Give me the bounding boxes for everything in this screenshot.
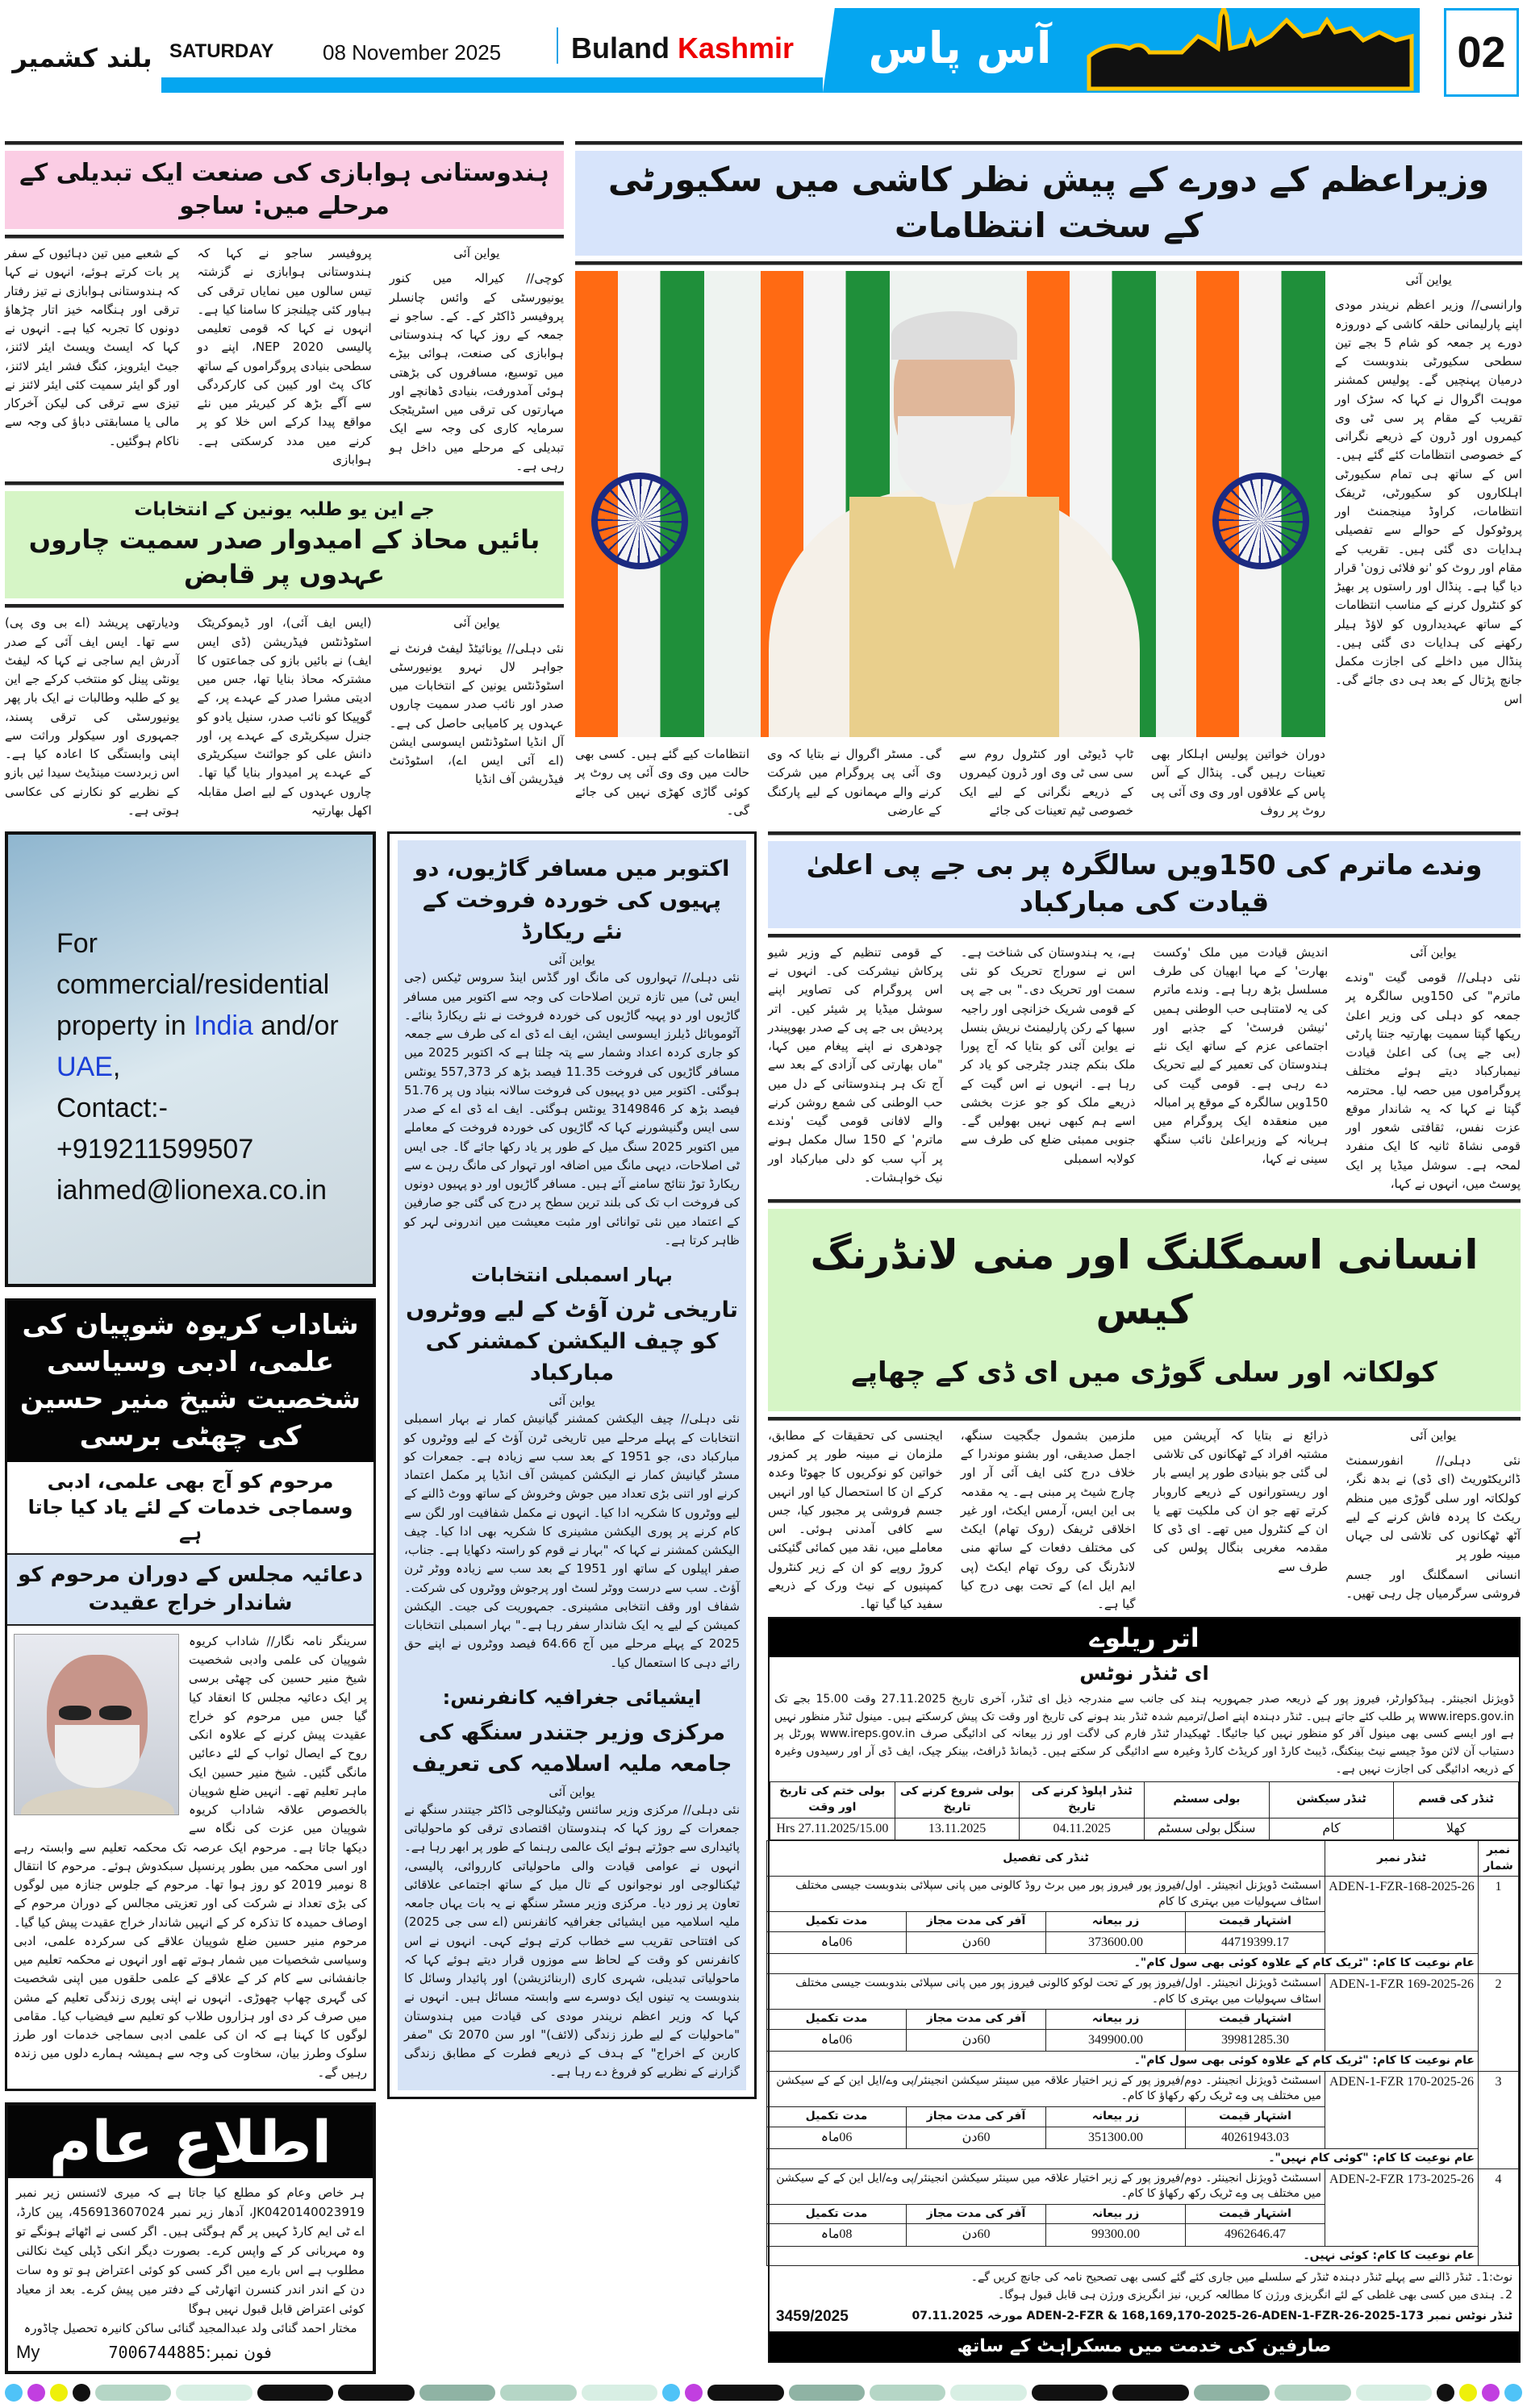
advertised-value: 44719399.17 — [1186, 1932, 1325, 1954]
summary-header: بولی شروع کرنے کی تاریخ — [895, 1782, 1020, 1818]
work-nature: عام نوعیت کا کام: "ٹریک کام کے علاوہ کوئی بھی سول کام"۔ — [766, 2052, 1478, 2072]
jnu-headline: بائیں محاذ کے امیدوار صدر سمیت چاروں عہدوں پر قابض — [28, 524, 540, 590]
value-header: زر بیعانہ — [1046, 1912, 1186, 1932]
shadab-body — [7, 1626, 373, 2089]
divider — [557, 27, 558, 64]
serial-number: 4 — [1479, 2168, 1519, 2266]
tender-number: 168-2025-26-ADEN-1-FZR — [1325, 1877, 1479, 1954]
notice-text: ہر خاص وعام کو مطلع کیا جاتا ہے کہ میری لائسنس زیر نمبر JK0420140023919، آدھار زیر نمبر 456913607024، پین کارڈ، اے ٹی ایم کارڈ کہیں پر گم ہوگئی ہیں۔ اگر کسی نے اٹھائے ہونگے تو وہ مہربانی کر کے واپس کرے۔ بصورت دیگر انکی ڈپلی کیٹ نکالنی مطلوب ہے اس بارے میں اگر کسی کو کوئی اعتراض ہو تو وہ سات دن کے اندر اندر کنسرن اتھارٹی کے دفتر میں پیش کرے۔ بعد از معیاد کوئی اعتراض قابل قبول نہیں ہوگا — [16, 2185, 365, 2316]
tender-description: اسسٹنٹ ڈویژنل انجینئر۔ دوم/فیروز پور کے زیر اختیار علاقہ میں سینئر سیکشن انجینئر/پی وے/ایل این کے کے سیکشن میں مختلف پی وے ٹریک رکھ رکھاؤ کا کام۔ — [766, 2168, 1325, 2204]
completion-period: 06ماہ — [766, 2127, 906, 2148]
serial-number: 3 — [1479, 2071, 1519, 2168]
paragraph: (ایس ایف آئی)، اور ڈیموکریٹک اسٹوڈنٹس فیڈریشن (ڈی ایس ایف) نے بائیں بازو کی جماعتوں کا مشترکہ محاذ بنایا تھا، جس میں ادیتی مشرا صدر کے عہدے پر، کے گوپیکا کو نائب صدر، سنیل یادو کو جنرل سیکریٹری کے عہدے پر، اور دانش علی کو جوائنٹ سیکریٹری کے عہدے پر امیدوار بنایا گیا تھا۔ چاروں عہدوں کے لیے اصل مقابلہ اکھل بھارتیہ — [197, 615, 372, 818]
ad-code: 3459/2025 — [776, 2307, 849, 2325]
shadab-subheadline: مرحوم کو آج بھی علمی، ادبی وسماجی خدمات کے لئے یاد کیا جاتا ہے — [7, 1462, 373, 1555]
section-title: آس پاس — [868, 23, 1052, 73]
tender-notice-ref: ٹنڈر نوٹس نمبر 173-2025-26-ADEN-2-FZR & 168,169,170-2025-26-ADEN-1-FZR مورخہ 07.11.2025 — [912, 2309, 1512, 2323]
byline: یواین آئی — [549, 1784, 595, 1799]
smuggling-subheadline: کولکاتہ اور سلی گوڑی میں ای ڈی کے چھاپے — [851, 1356, 1437, 1389]
completion-period: 08ماہ — [766, 2224, 906, 2246]
notice-tag: My — [16, 2341, 40, 2362]
shadab-subheadline2: دعائیہ مجلس کے دوران مرحوم کو شاندار خراج عقیدت — [7, 1555, 373, 1626]
aviation-body — [5, 244, 564, 476]
notice-body — [8, 2178, 373, 2371]
ad-line: For — [56, 928, 98, 959]
paragraph: نئی دہلی// انفورسمنٹ ڈائریکٹوریٹ (ای ڈی) نے بدھ نگر، کولکاتہ اور سلی گوڑی میں منظم ریکٹ کا پردہ فاش کرنے کے لیے آٹھ ٹھکانوں کی تلاشی لی جہاں مبینہ طور پر — [1346, 1453, 1521, 1562]
issue-day: SATURDAY — [169, 40, 274, 62]
shadab-text: سرینگر نامہ نگار// شاداب کریوہ شوپیان کی علمی وادبی شخصیت شیخ منیر حسین کی چھٹی برسی پر ایک دعائیہ مجلس کا انعقاد کیا گیا جس میں مرحوم کو خراج عقیدت پیش کرنے کے علاوہ انکی روح کے ایصال ثواب کے لئے دعائیں مانگی گئیں۔ شیخ منیر حسین ایک ماہر تعلیم تھے۔ انہیں ضلع شوپیان بالخصوص علاقہ شاداب کریوہ شوپیان میں عزت کی نگاہ سے دیکھا جاتا ہے۔ مرحوم ایک عرصہ تک محکمہ تعلیم سے وابستہ رہے اور اسی محکمہ میں بطور پرنسپل سبکدوش ہوئے۔ مرحوم کا انتقال 8 نومبر 2019 کو روز ہوا تھا۔ مرحوم کے جلوس جنازہ میں لوگوں کی بڑی تعداد نے شرکت کی اور تعزیتی مجالس کے دوران مرحوم کے اوصاف حمیدہ کا تذکرہ کر کے انہیں شاندار خراج عقیدت پیش کیا گیا۔ مرحوم منیر حسین ضلع شوپیان علاقے کی سرکردہ علمی، ادبی وسیاسی شخصیات میں شمار ہوتے تھے اور انہوں نے محکمہ تعلیم میں جانفشانی سے کام کر کے علاقے کے علمی حلقوں میں اپنی شخصیت کی گہری چھاپ چھوڑی۔ انہوں نے اپنی پوری زندگی تعلیم کے مشن میں صرف کر دی اور ہزاروں طلاب کو تعلیم سے فیضیاب کیا۔ مقامی لوگوں کا کہنا ہے کہ ان کی علمی ادبی سماجی خدمات اور طرز سلوک وطرز بیان، سخاوت کی وجہ سے ہمیشہ ہمارے دلوں میں زندہ رہیں گے۔ — [14, 1633, 367, 2080]
offer-validity: 60دن — [907, 1932, 1046, 1954]
serial-number: 1 — [1479, 1877, 1519, 1974]
notice-phone: 7006744885 — [108, 2342, 206, 2362]
divider — [768, 934, 1521, 938]
byline: یواین آئی — [549, 952, 595, 968]
summary-header: ٹنڈر اپلوڈ کرنے کی تاریخ — [1020, 1782, 1145, 1818]
paragraph: کے قومی تنظیم کے وزیر شیو پرکاش نیشرکت کی۔ انہوں نے اس پروگرام کی تصاویر اپنے سوشل میڈیا پر شیئر کیں۔ اتر پردیش بی جے پی کے صدر بھوپیندر چودھری نے اپنے پیغام میں کہا، "ماں بھارتی کی آزادی کے بعد سے آج تک ہر ہندوستانی کے دل میں حب الوطنی کی شمع روشن کرنے والے لافانی قومی گیت 'وندے ماترم' کے 150 سال مکمل ہونے پر آپ سب کو دلی مبارکباد اور نیک خواہشات۔ — [768, 944, 943, 1185]
offer-validity: 60دن — [907, 2029, 1046, 2051]
summary-header: ٹنڈر سیکشن — [1269, 1782, 1394, 1818]
value-header: آفر کی مدت مجاز — [907, 2106, 1046, 2127]
aviation-headline: ہندوستانی ہوابازی کی صنعت ایک تبدیلی کے مرحلے میں: ساجو — [5, 151, 564, 229]
tender-number: 169-2025-26 ADEN-1-FZR — [1325, 1973, 1479, 2051]
value-header: آفر کی مدت مجاز — [907, 2010, 1046, 2030]
tender-description: اسسٹنٹ ڈویژنل انجینئر۔ دوم/فیروز پور کے زیر اختیار علاقہ میں سینئر سیکشن انجینئر/پی وے/ایل این کے کے سیکشن میں مختلف پی وے ٹریک رکھ رکھاؤ کا کام۔ — [766, 2071, 1325, 2106]
vande-mataram-body — [768, 944, 1521, 1194]
paragraph: کوچی// کیرالہ میں کنور یونیورسٹی کے وائس چانسلر پروفیسر ڈاکٹر کے۔ کے۔ ساجو نے جمعہ کے روز کہا کہ ہندوستانی ہوابازی کی صنعت، ہوائی بیڑے میں توسیع، مسافروں کی بڑھتی ہوئی آمدورفت، بنیادی ڈھانچے اور مہارتوں کی ترقی میں اسٹریٹجک سرمایہ کاری کی وجہ سے ایک تبدیلی کے مرحلے میں داخل ہو رہی ہے۔ — [389, 271, 564, 473]
jnu-headline-box — [5, 491, 564, 598]
tender-org: اتر ریلوے — [770, 1619, 1519, 1657]
brand-part2: Kashmir — [678, 31, 795, 65]
smuggling-headline-box — [768, 1209, 1521, 1411]
pm-visit-article — [575, 271, 1522, 822]
value-header: زر بیعانہ — [1046, 2010, 1186, 2030]
tender-number: 170-2025-26 ADEN-1-FZR — [1325, 2071, 1479, 2148]
pm-visit-side-column — [1335, 271, 1522, 709]
bottom-row — [5, 831, 1522, 2374]
tender-item-row — [766, 1877, 1518, 1912]
completion-period: 06ماہ — [766, 1932, 906, 1954]
paragraph: ایجنسی کی تحقیقات کے مطابق، ملزمان نے مبینہ طور پر کمزور خواتین کو نوکریوں کا جھوٹا وعدہ کرکے ان کا استحصال کیا اور انہیں جسم فروشی پر مجبور کیا، جس سے کافی آمدنی ہوئی۔ اس معاملے میں، نقد میں کمائی گئیکئی کروڑ روپے کو ان کے زیر کنٹرول کمپنیوں کے نیٹ ورک کے ذریعے سفید کیا گیا تھا۔ — [768, 1427, 943, 1612]
auto-sales-headline: اکتوبر میں مسافر گاڑیوں، دو پہیوں کی خوردہ فروخت کے نئے ریکارڈ — [414, 856, 730, 945]
divider — [575, 261, 1522, 265]
offer-validity: 60دن — [907, 2224, 1046, 2246]
column-c — [768, 831, 1521, 2363]
value-header: زر بیعانہ — [1046, 2204, 1186, 2224]
paragraph: وارانسی// وزیر اعظم نریندر مودی اپنے پارلیمانی حلقہ کاشی کے دوروزہ دورے پر جمعہ کو شام 5 بجے تین سطحی سکیورٹی بندوبست کے درمیان پہنچیں گے۔ پولیس کمشنر موہت اگروال نے کہا کہ سڑک اور تقریب کے مقام پر سی ٹی وی کیمروں اور ڈرون کے ذریعے نگرانی کے خصوصی انتظامات کئے گئے ہیں۔ اس کے ساتھ ہی تمام سکیورٹی اہلکاروں کو سکیورٹی، ٹریفک انتظامات، کراوڈ مینجمنٹ اور پروٹوکول کے حوالے سے تفصیلی ہدایات دی گئی ہیں۔ تقریب کے مقام اور روٹ کو 'نو فلائی زون' قرار دیا گیا ہے۔ پنڈال اور راستوں پر بھیڑ کو کنٹرول کرنے کے مناسب انتظامات کے ساتھ عہدیداروں کو لاؤڈ ہیلر رکھنے کی ہدایات دی گئی ہیں۔ پنڈال میں داخلے کی اجازت مکمل جانچ پڑتال کے بعد ہی دی جائے گی۔ اس — [1335, 298, 1522, 706]
logo-text: بلند کشمیر — [12, 43, 152, 73]
railway-tender-notice — [768, 1617, 1521, 2363]
auto-sales-body: نئی دہلی// تہواروں کی مانگ اور گڈس اینڈ سروس ٹیکس (جی ایس ٹی) میں تازہ ترین اصلاحات کی وجہ سے اکتوبر میں مسافر گاڑیوں اور دو پہیہ گاڑیوں کی خوردہ فروخت نے نئے ریکارڈ بنائے۔ آٹوموبائل ڈیلرز ایسوسی ایشن، ایف اے ڈی اے کی طرف سے جمعہ کو جاری کردہ اعداد وشمار سے پتہ چلتا ہے کہ اکتوبر 2025 میں مسافر گاڑیوں کی فروخت 11.35 فیصد بڑھ کر 557,373 یونٹس ہوگئی۔ اکتوبر میں دو پہیوں کی فروخت سالانہ بنیاد وں پر 51.76 فیصد بڑھ کر 3149846 یونٹس ہوگئی۔ ایف اے ڈی اے کے صدر سی ایس وگنیشورنے کہا کہ گاڑیوں کی خوردہ فروخت کے معاملے میں اکتوبر 2025 سنگ میل کے طور پر یاد رکھا جائے گا۔ جی ایس ٹی اصلاحات، دیہی مانگ میں اضافہ اور تہوار کی مانگ رہن ے سے ریکارڈ توڑ نتائج سامنے آئے ہیں۔ مسافر گاڑیوں اور دو پہیوں دونوں کی فروخت اب تک کی بلند ترین سطح پر درج کی گئی جو صارفین کے اعتماد میں نئی توانائی اور مثبت معیشت میں اندرونی لہر کو ظاہر کرتا ہے۔ — [404, 970, 741, 1248]
tender-description: اسسٹنٹ ڈویژنل انجینئر۔ اول/فیروز پور فیروز پور میں برٹ روڈ کالونی میں پانی سپلائی بندوبست جیسی مختلف اسٹاف سہولیات میں بہتری کا کام — [766, 1877, 1325, 1912]
tender-number: 173-2025-26 ADEN-2-FZR — [1325, 2168, 1479, 2246]
pm-visit-headline: وزیراعظم کے دورے کے پیش نظر کاشی میں سکیورٹی کے سخت انتظامات — [575, 151, 1522, 256]
ad-line: UAE, — [56, 1052, 121, 1082]
paragraph: ہے، یہ ہندوستان کی شناخت ہے۔ اس نے سوراج تحریک کو نئی سمت اور تحریک دی۔" بی جے پی کے قومی شریک خزانچی اور راجیہ سبھا کے رکن پارلیمنٹ نریش بنسل نے یواین آئی کو بتایا کہ آج پورا ملک بنکم چندر چٹرجی کو یاد کر رہا ہے۔ انہوں نے اس گیت کے ذریعے ملک کو جو عزت بخشی اسے ہم کبھی نہیں بھولیں گے۔ جنوبی ممبئی ضلع کی طرف سے کولابہ اسمبلی — [960, 944, 1136, 1166]
bihar-kicker: بہار اسمبلی انتخابات — [471, 1264, 673, 1287]
value-header: اشتہار قیمت — [1186, 2204, 1325, 2224]
paragraph: انتظامات کیے گئے ہیں۔ کسی بھی حالت میں وی وی آئی پی روٹ پر کوئی گاڑی کھڑی نہیں کی جائے گی۔ — [575, 747, 749, 818]
divider — [768, 1417, 1521, 1421]
paragraph: اندیش قیادت میں ملک 'وکست بھارت' کے مہا ابھیان کی طرف مسلسل بڑھ رہا ہے۔ وندے ماترم کی یہ لامتناہی حب الوطنی ہمیں 'نیشن فرسٹ' کے جذبے اور اجتماعی عزم کے ساتھ ایک نئے ہندوستان کی تعمیر کے لیے تحریک دے رہی ہے۔ قومی گیت کی 150ویں سالگرہ کے موقع پر امبالہ میں منعقدہ ایک پروگرام میں ہریانہ کے وزیراعلیٰ نائب سنگھ سینی نے کہا، — [1153, 944, 1329, 1166]
divider — [768, 831, 1521, 835]
summary-value: سنگل بولی سسٹم — [1145, 1818, 1270, 1839]
nature-row — [766, 2148, 1518, 2168]
pm-visit-main — [575, 271, 1325, 822]
issue-date: 08 November 2025 — [323, 40, 502, 65]
paragraph: ٹاپ ڈیوٹی اور کنٹرول روم سے سی سی ٹی وی اور ڈرون کیمروں کے ذریعے نگرانی کے لیے ایک خصوصی ٹیم تعینات کی جائے — [959, 747, 1133, 818]
completion-period: 06ماہ — [766, 2029, 906, 2051]
tender-summary-table — [770, 1781, 1519, 1840]
divider — [5, 141, 564, 145]
value-header: مدت تکمیل — [766, 2010, 906, 2030]
print-color-bar — [5, 2382, 1522, 2403]
summary-value: 04.11.2025 — [1020, 1818, 1145, 1839]
paragraph: ودیارتھی پریشد (اے بی وی پی) سے تھا۔ ایس ایف آئی کے صدر آدرش ایم ساجی نے کہا کہ لیفٹ یونٹی پینل کو منتخب کرکے جے این یو کے طلبہ وطالبات نے ایک بار پھر یونیورسٹی کی ترقی پسند، جمہوری اور سیکولر وراثت سے اپنی وابستگی کا اعادہ کیا ہے۔ اس زبردست مینڈیٹ سیدا ئیں بازو کے نظریے کو نکارنے کی عکاسی ہوتی ہے۔ — [5, 615, 180, 818]
tender-note: نوٹ:1۔ ٹنڈر ڈالنے سے پہلے ٹنڈر دہندہ ٹنڈر کے سلسلے میں جاری کئے گئے کسی بھی تصحیح نامہ کی جانچ کریں گے۔ — [970, 2271, 1512, 2285]
value-header: مدت تکمیل — [766, 2204, 906, 2224]
summary-header: بولی سسٹم — [1145, 1782, 1270, 1818]
advertised-value: 40261943.03 — [1186, 2127, 1325, 2148]
brand-part1: Buland — [571, 31, 670, 65]
geography-kicker: ایشیائی جغرافیہ کانفرنس: — [442, 1685, 702, 1709]
advertised-value: 4962646.47 — [1186, 2224, 1325, 2246]
byline: یواین آئی — [1409, 1427, 1457, 1443]
value-header: اشتہار قیمت — [1186, 2010, 1325, 2030]
earnest-money: 351300.00 — [1046, 2127, 1186, 2148]
news-box — [387, 831, 757, 2099]
items-header-row — [766, 1841, 1518, 1877]
paragraph: گی۔ مسٹر اگروال نے بتایا کہ وی وی آئی پی پروگرام میں شرکت کرنے والے مہمانوں کے لیے پارکنگ کے عارضی — [767, 747, 941, 818]
divider — [768, 1199, 1521, 1203]
shadab-headline: شاداب کریوہ شوپیان کی علمی، ادبی وسیاسی شخصیت شیخ منیر حسین کی چھٹی برسی — [7, 1301, 373, 1462]
summary-value: کام — [1269, 1818, 1394, 1839]
ad-line: commercial/residential — [56, 969, 330, 1000]
paragraph: نئی دہلی// قومی گیت "وندے ماترم" کی 150ویں سالگرہ پر جمعہ کو دہلی کی وزیر اعلیٰ ریکھا گپتا سمیت بھارتیہ جنتا پارٹی (بی جے پی) کی اعلیٰ قیادت نیمبارکباد دیتے ہوئے مختلف پروگراموں میں حصہ لیا۔ محترمہ گپتا نے کہا کہ یہ شاندار موقع عزت نفس، ثقافتی شعور اور قومی نشاۃ ثانیہ کا ایک منفرد لمحہ ہے۔ سوشل میڈیا پر ایک پوسٹ میں، انہوں نے کہا، — [1346, 970, 1521, 1191]
work-nature: عام نوعیت کا کام: "کوئی کام نہیں"۔ — [766, 2148, 1478, 2168]
value-header: اشتہار قیمت — [1186, 2106, 1325, 2127]
column-header: ٹنڈر کی تفصیل — [766, 1841, 1325, 1877]
bihar-body: نئی دہلی// چیف الیکشن کمشنر گیانیش کمار نے بہار اسمبلی انتخابات کے پہلے مرحلے میں تاریخی ٹرن آؤٹ کے لیے ووٹروں کو مبارکباد دی، جو 1951 کے بعد سب سے زیادہ ہے۔ جمعرات کو مسٹر گیانیش کمار نے الیکشن کمیشن آف انڈیا پر مکمل اعتماد کرنے اور اتنی بڑی تعداد میں جوش وخروش کے ساتھ ووٹ ڈالنے کے لیے ووٹروں کا شکریہ ادا کیا۔ انہوں نے مکمل شفافیت اور لگن سے کام کرنے پر پوری الیکشن مشینری کا شکریہ بھی ادا کیا۔ چیف الیکشن کمشنر نے کہا کہ "بہار نے قوم کو راستہ دکھایا ہے۔ جناب، صفر اپیلوں کے ساتھ اور 1951 کے بعد سب سے زیادہ ووٹر ٹرن آؤٹ۔ سب سے درست ووٹر لسٹ اور پرجوش ووٹروں کی شرکت۔ شفاف اور وقف انتخابی مشینری۔ جمہوریت کی جیت۔ الیکشن کمیشن کے لیے یہ ایک شاندار سفر رہا ہے۔" بہار اسمبلی انتخابات 2025 کے پہلے مرحلے میں آج 64.66 فیصد ووٹروں نے اپنے حق رائے دہی کا استعمال کیا۔ — [404, 1411, 741, 1670]
earnest-money: 349900.00 — [1046, 2029, 1186, 2051]
portrait-photo — [14, 1634, 179, 1815]
city-skyline-icon — [1085, 8, 1416, 93]
work-nature: عام نوعیت کا کام: "ٹریک کام کے علاوہ کوئی بھی سول کام"۔ — [766, 1954, 1478, 1974]
notice-title: اطلاع عام — [8, 2106, 373, 2178]
phone-label: فون نمبر: — [205, 2342, 272, 2362]
smuggling-headline: انسانی اسمگلنگ اور منی لانڈرنگ کیس — [810, 1231, 1479, 1333]
paragraph: پروفیسر ساجو نے کہا کہ ہندوستانی ہوابازی نے گزشتہ تیس سالوں میں نمایاں ترقی کی ہیاور کئی چیلنجز کا سامنا کیا ہے۔ انہوں نے کہا کہ قومی تعلیمی پالیسی 2020 NEP، اپنے دو سطحی بنیادی پروگراموں کے ساتھ کاک پٹ اور کیبن کی کارکردگی سے آگے بڑھ کر کیریئر میں نئے مواقع پیدا کرکے اس خلا کو پر کرنے میں مدد کرسکتی ہے۔ ہوابازی — [197, 246, 372, 467]
paragraph: انسانی اسمگلنگ اور جسم فروشی سرگرمیاں چل رہی تھیں۔ ذرائع نے بتایا کہ آپریشن میں مشتبہ افراد کے ٹھکانوں کی تلاشی لی گئی جو بنیادی طور پر ایسے بار اور ریستورانوں کے ذریعے کاروبار کرتے تھے جو ان کی ملکیت تھے یا ان کے کنٹرول میں تھے۔ ای ڈی کا مقدمہ مغربی بنگال پولس کی طرف سے — [1153, 1427, 1521, 1601]
tender-item-row — [766, 1973, 1518, 2009]
jnu-kicker: جے این یو طلبہ یونین کے انتخابات — [134, 499, 435, 520]
tender-intro: ڈویژنل انجینئر۔ ہیڈکوارٹر، فیروز پور کے ذریعہ صدر جمہوریہ ہند کی جانب سے مندرجہ ذیل ای ٹنڈر، آخری تاریخ 27.11.2025 وقت 15.00 بجے تک www.ireps.gov.in پر طلب کئے جاتے ہیں۔ ٹنڈر دہندہ اپنے اصل/ترمیم شدہ ٹنڈر بند ہونے کی تاریخ اور وقت تک پیش کرسکتے ہیں۔ مینول ٹنڈر منظور نہیں ہے اور ایسے کسی بھی مینول آفر کو منظور نہیں کیا جائیگا۔ ٹھیکیدار ٹنڈر فارم کی لاگت اور زر بیعانہ کی ادائیگی صرف www.ireps.gov.in پورٹل پر دستیاب آن لائن موڈ جیسے نیٹ بینکنگ، ڈیبٹ کارڈ اور کریڈٹ کارڈ وغیرہ سے ادائیگی کر سکتے ہیں۔ ڈیمانڈ ڈرافٹ، بینکر چیک، ایف ڈی آر اور رسیدوں وغیرہ کے ذریعہ ادائیگی کی اجازت نہیں ہے۔ — [774, 1693, 1515, 1776]
paragraph: دوران خواتین پولیس اہلکار بھی تعینات رہیں گی۔ پنڈال کے آس پاس کے علاقوں اور وی وی آئی پی روٹ پر روف — [1151, 747, 1325, 818]
ad-line: property in India and/or — [56, 1010, 339, 1041]
pm-visit-bottom-columns — [575, 745, 1325, 822]
value-header: اشتہار قیمت — [1186, 1912, 1325, 1932]
paragraph: نئی دہلی// یونائیٹڈ لیفٹ فرنٹ نے جواہر لال نہرو یونیورسٹی اسٹوڈنٹس یونین کے انتخابات میں صدر اور نائب صدر سمیت چاروں عہدوں پر کامیابی حاصل کی ہے۔ آل انڈیا اسٹوڈنٹس ایسوسی ایشن (اے آئی ایس اے)، اسٹوڈنٹ فیڈریشن آف انڈیا — [389, 640, 564, 787]
newspaper-logo — [5, 42, 160, 76]
tender-item-row — [766, 2168, 1518, 2204]
summary-header: بولی ختم کی تاریخ اور وقت — [770, 1782, 895, 1818]
paragraph: کے شعبے میں تین دہائیوں کے سفر پر بات کرتے ہوئے، انہوں نے کہا کہ ہندوستانی ہوابازی نے تیز رفتار ترقی اور ہنگامہ خیز اتار چڑھاؤ دونوں کا تجربہ کیا ہے۔ انہوں نے کہا کہ ایسٹ ویسٹ ایئر لائنز، جیٹ ایئرویز، کنگ فشر ایئر لائنز، اور گو ایئر سمیت کئی ایئر لائنز نے تیزی سے ترقی کی لیکن آخرکار مالی یا مسابقتی دباؤ کی وجہ سے ناکام ہوگئیں۔ — [5, 246, 180, 448]
ad-email: iahmed@lionexa.co.in — [56, 1175, 328, 1206]
byline: یواین آئی — [549, 1394, 595, 1409]
geography-body: نئی دہلی// مرکزی وزیر سائنس وٹیکنالوجی ڈاکٹر جیتندر سنگھ نے جمعرات کے روز کہا کہ ہندوستان اقتصادی ترقی کو ماحولیاتی پائیداری سے جوڑتے ہوئے ایک عالمی رہنما کے طور پر ابھر رہا ہے۔ انہوں نے عوامی قیادت والی ماحولیاتی کارروائی، پالیسی، ٹیکنالوجی اور نوجوانوں کے تال میل کے ساتھ اجتماعی علاقائی تعاون پر زور دیا۔ مرکزی وزیر مسٹر سنگھ نے یہ بات یہاں جامعہ ملیہ اسلامیہ میں ایشیائی جغرافیہ کانفرنس (اے سی جی 2025) کی افتتاحی تقریب سے خطاب کرتے ہوئے کہی۔ انہوں نے اس کانفرنس کو وقت کے لحاظ سے موزوں قرار دیتے ہوئے کہا کہ ماحولیاتی تبدیلی، شہری کاری (اربنائزیشن) اور پائیدار وسائل کا بندوبست یہ تینوں ایک دوسرے سے وابستہ مسائل ہیں۔ انہوں نے کہا کہ وزیر اعظم نریندر مودی کی قیادت میں ہندوستان "ماحولیات کے لیے طرز زندگی (لائف)" اور سن 2070 تک "صفر کاربن کے اخراج" کے ہدف کے ذریعے فطرت کے مطابق زندگی گزارنے کے نظریے کو فروغ دے رہا ہے۔ — [404, 1802, 741, 2080]
column-header: نمبر شمار — [1479, 1841, 1519, 1877]
pm-photo — [575, 271, 1325, 737]
shadab-article — [5, 1298, 376, 2091]
byline: یواین آئی — [1409, 944, 1457, 960]
ad-phone: +919211599507 — [56, 1134, 254, 1164]
tender-notes — [770, 2266, 1519, 2331]
summary-header: ٹنڈر کی قسم — [1394, 1782, 1519, 1818]
byline: یواین آئی — [1405, 273, 1452, 287]
divider — [5, 481, 564, 485]
summary-value: کھلا — [1394, 1818, 1519, 1839]
column-header: ٹنڈر نمبر — [1325, 1841, 1479, 1877]
column-a — [5, 831, 376, 2374]
value-header: آفر کی مدت مجاز — [907, 1912, 1046, 1932]
brand-name — [571, 31, 794, 65]
byline: یواین آئی — [453, 246, 500, 260]
notice-signatory: مختار احمد گنائی ولد عبدالمجید گنائی ساکن کانیرہ تحصیل چاڈورہ — [23, 2320, 357, 2335]
divider — [5, 235, 564, 239]
divider — [575, 141, 1522, 145]
tender-description: اسسٹنٹ ڈویژنل انجینئر۔ اول/فیروز پور کے تحت لوکو کالونی فیروز پور میں پانی سپلائی بندوبست جیسی مختلف اسٹاف سہولیات میں بہتری کا کام۔ — [766, 1973, 1325, 2009]
vande-mataram-headline: وندے ماترم کی 150ویں سالگرہ پر بی جے پی اعلیٰ قیادت کی مبارکباد — [768, 841, 1521, 928]
public-notice — [5, 2102, 376, 2374]
nature-row — [766, 1954, 1518, 1974]
column-b — [387, 831, 757, 2099]
paragraph: ملزمین بشمول جگجیت سنگھ، اجمل صدیقی، اور بشنو موندرا کے خلاف درج کئی ایف آئی آر اور چارج شیٹ پر مبنی ہے۔ یہ مقدمہ بی این ایس، آرمس ایکٹ، اور غیر اخلاقی ٹریفک (روک تھام) ایکٹ کی مختلف دفعات کے ساتھ منی لانڈرنگ کی روک تھام ایکٹ (پی ایم ایل اے) کے تحت بھی درج کیا گیا ہے۔ — [960, 1427, 1136, 1612]
value-header: آفر کی مدت مجاز — [907, 2204, 1046, 2224]
tender-note: 2۔ ہندی میں کسی بھی غلطی کے لئے انگریزی ورژن کا مطالعہ کریں، نیز انگریزی ورژن ہی قابل قبول ہوگا۔ — [997, 2288, 1512, 2302]
tender-slogan: صارفین کی خدمت میں مسکراہٹ کے ساتھ — [770, 2331, 1519, 2361]
bihar-headline: تاریخی ٹرن آؤٹ کے لیے ووٹروں کو چیف الیکشن کمشنر کی مبارکباد — [406, 1297, 738, 1386]
header-band — [161, 77, 823, 93]
earnest-money: 373600.00 — [1046, 1932, 1186, 1954]
earnest-money: 99300.00 — [1046, 2224, 1186, 2246]
page-number: 02 — [1444, 8, 1519, 97]
nature-row — [766, 2052, 1518, 2072]
tender-item-row — [766, 2071, 1518, 2106]
left-column — [5, 135, 564, 820]
value-header: مدت تکمیل — [766, 2106, 906, 2127]
work-nature: عام نوعیت کا کام: کوئی نہیں۔ — [766, 2246, 1478, 2266]
tender-title: ای ٹنڈر نوٹس — [1079, 1662, 1209, 1685]
right-column — [575, 135, 1522, 822]
serial-number: 2 — [1479, 1973, 1519, 2071]
divider — [5, 604, 564, 608]
tender-items-table — [766, 1840, 1519, 2266]
nature-row — [766, 2246, 1518, 2266]
byline: یواین آئی — [453, 615, 500, 631]
summary-value: 13.11.2025 — [895, 1818, 1020, 1839]
ad-line: Contact:- — [56, 1093, 168, 1123]
summary-value: 27.11.2025/15.00 Hrs — [770, 1818, 895, 1839]
offer-validity: 60دن — [907, 2127, 1046, 2148]
advertised-value: 39981285.30 — [1186, 2029, 1325, 2051]
jnu-body — [5, 614, 564, 820]
smuggling-body — [768, 1427, 1521, 1614]
property-advertisement — [5, 831, 376, 1287]
value-header: مدت تکمیل — [766, 1912, 906, 1932]
geography-headline: مرکزی وزیر جتندر سنگھ کی جامعہ ملیہ اسلامیہ کی تعریف — [411, 1719, 732, 1777]
top-row — [5, 135, 1522, 822]
value-header: زر بیعانہ — [1046, 2106, 1186, 2127]
